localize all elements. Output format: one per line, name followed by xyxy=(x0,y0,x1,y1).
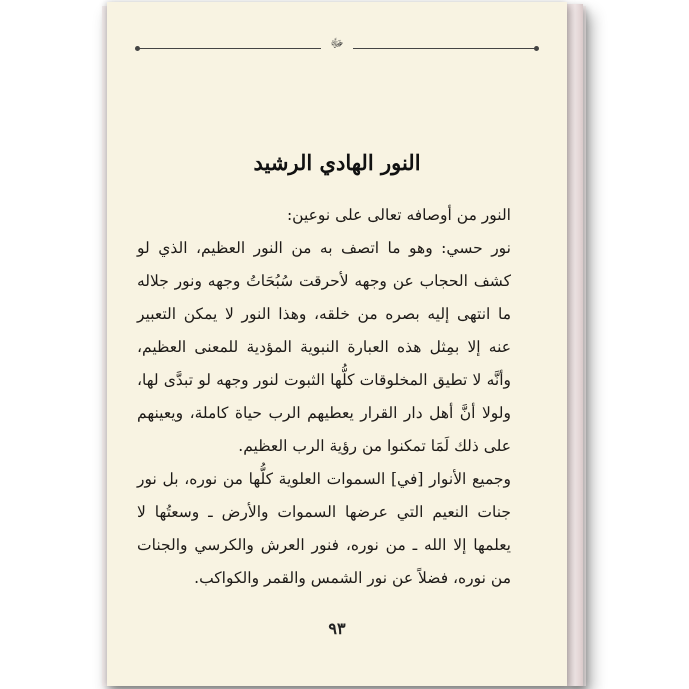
page-edge xyxy=(567,4,583,686)
header-line-right xyxy=(353,48,537,49)
paragraph-sensory-light: نور حسي: وهو ما اتصف به من النور العظيم، الذي لو كشف الحجاب عن وجهه لأحرقت سُبُحَاتُ وجهه ونور جلاله ما انتهى إليه بصره من خلقه، وهذا النور لا يمكن التعبير عنه إلا بمِثل هذه العبارة النبوية المؤدية للمعنى العظيم، وأنَّه لا تطيق المخلوقات كلُّها الثبوت لنور وجهه لو تبدَّى لها، ولولا أنَّ أهل دار القرار يعطيهم الرب حياة كاملة، ويعينهم على ذلك لَمَا تمكنوا من رؤية الرب العظيم. xyxy=(137,239,511,455)
paragraph-intro: النور من أوصافه تعالى على نوعين: xyxy=(286,206,511,224)
body-text xyxy=(137,199,537,595)
page-number: ٩٣ xyxy=(328,619,346,638)
header-ornament-calligraphy: ﷻ xyxy=(330,36,344,50)
paragraph-all-lights: وجميع الأنوار [في] السموات العلوية كلُّها من نوره، بل نور جنات النعيم التي عرضها السموات والأرض ـ وسعتُها لا يعلمها إلا الله ـ من نوره، فنور العرش والكرسي والجنات من نوره، فضلاً عن نور الشمس والقمر والكواكب. xyxy=(137,470,511,587)
chapter-title: النور الهادي الرشيد xyxy=(253,150,421,175)
header-line-left xyxy=(137,48,321,49)
book-page xyxy=(107,2,567,686)
page-header xyxy=(137,36,537,58)
